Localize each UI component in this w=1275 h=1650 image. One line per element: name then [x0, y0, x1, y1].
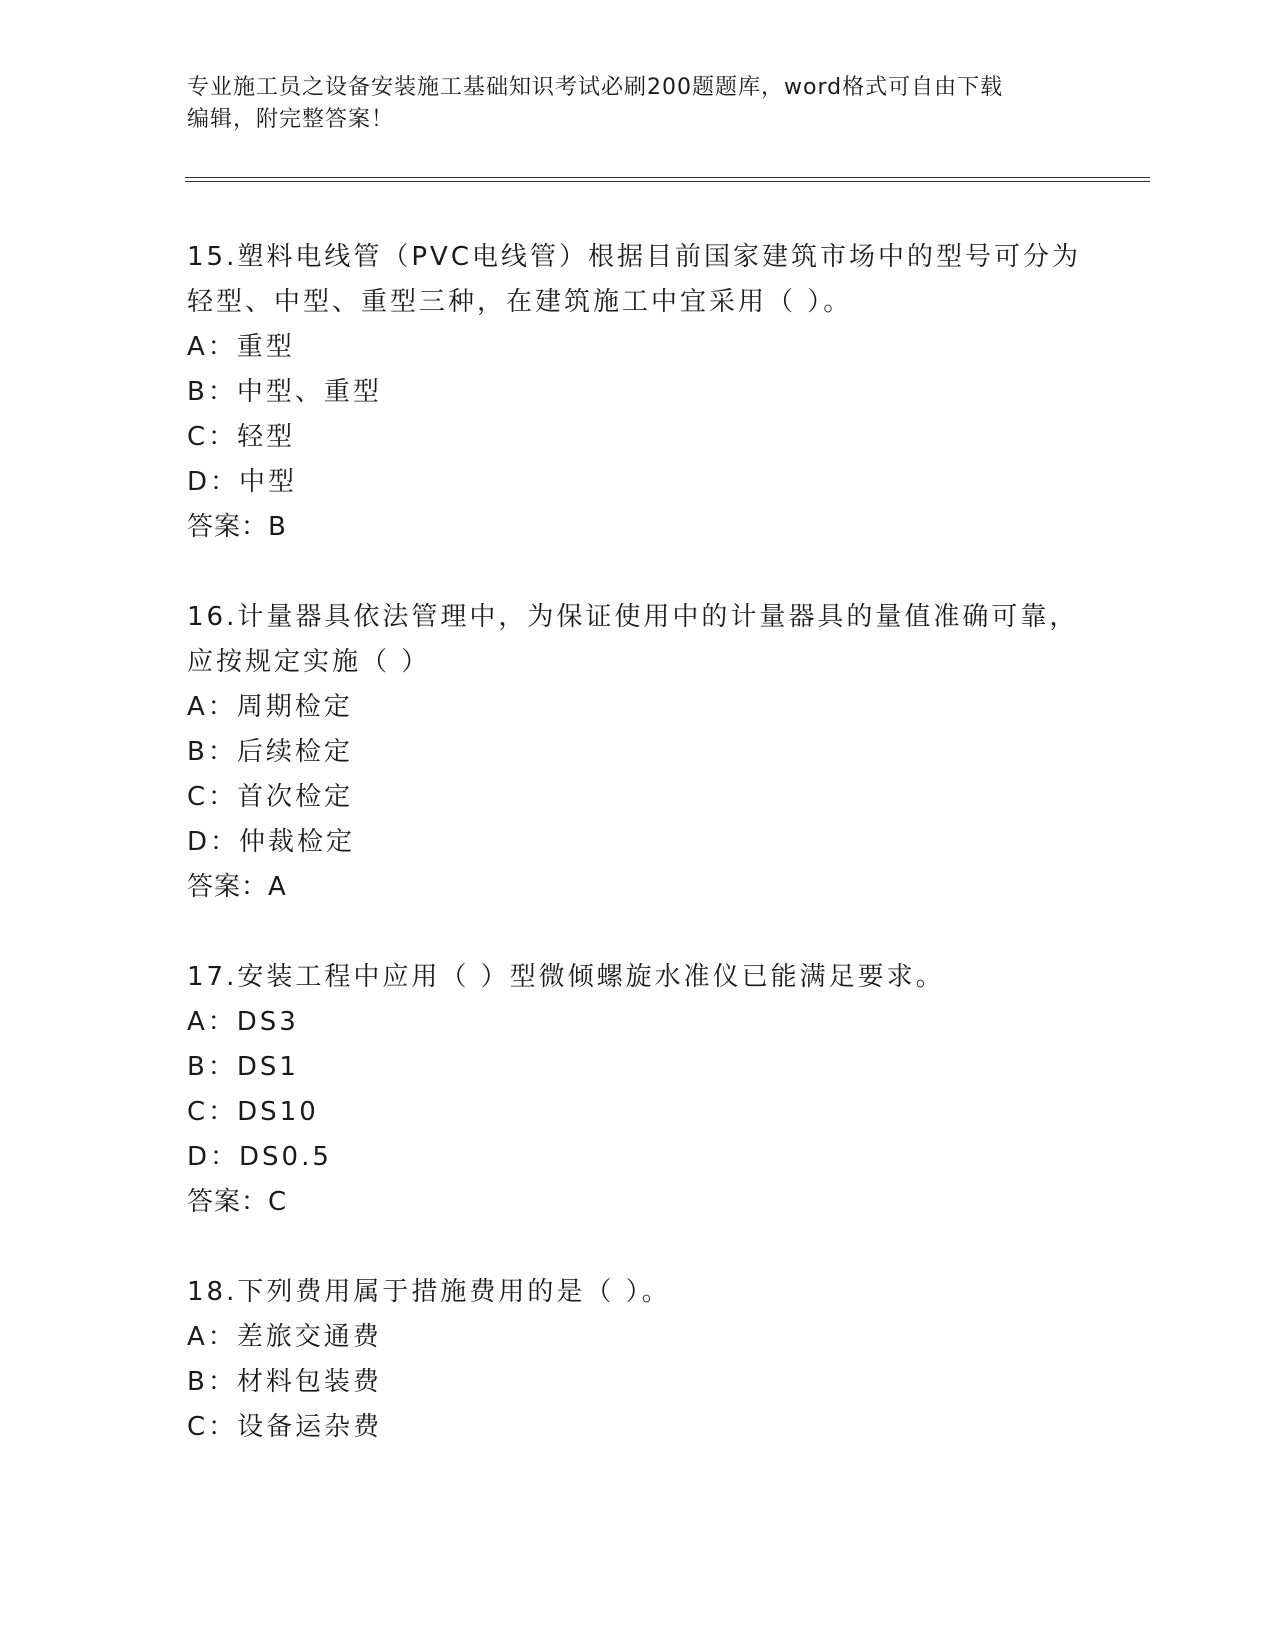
- option-a: A：周期检定: [187, 692, 353, 722]
- question-16: [187, 595, 1087, 910]
- page-header: [187, 72, 1067, 136]
- question-stem-continued: 应按规定实施（ ）: [187, 647, 431, 677]
- question-stem: 17.安装工程中应用（ ）型微倾螺旋水准仪已能满足要求。: [187, 962, 945, 992]
- question-stem: 15.塑料电线管（PVC电线管）根据目前国家建筑市场中的型号可分为: [187, 242, 1081, 272]
- answer: 答案：A: [187, 872, 287, 902]
- option-d: D：仲裁检定: [187, 827, 356, 857]
- option-b: B：后续检定: [187, 737, 353, 767]
- option-d: D：中型: [187, 467, 298, 497]
- answer: 答案：C: [187, 1187, 288, 1217]
- option-c: C：首次检定: [187, 782, 354, 812]
- option-b: B：DS1: [187, 1052, 299, 1082]
- question-15: [187, 235, 1087, 550]
- question-list: [187, 235, 1087, 1495]
- option-c: C：轻型: [187, 422, 296, 452]
- header-title-line-1: 专业施工员之设备安装施工基础知识考试必刷200题题库，word格式可自由下载: [187, 75, 1004, 100]
- header-divider: [185, 177, 1150, 182]
- question-stem: 16.计量器具依法管理中，为保证使用中的计量器具的量值准确可靠，: [187, 602, 1079, 632]
- option-a: A：重型: [187, 332, 295, 362]
- option-b: B：中型、重型: [187, 377, 382, 407]
- option-b: B：材料包装费: [187, 1367, 382, 1397]
- question-stem-continued: 轻型、中型、重型三种，在建筑施工中宜采用（ ）。: [187, 287, 853, 317]
- option-a: A：差旅交通费: [187, 1322, 382, 1352]
- option-c: C：设备运杂费: [187, 1412, 383, 1442]
- option-d: D：DS0.5: [187, 1142, 332, 1172]
- question-18: [187, 1270, 1087, 1450]
- header-title-line-2: 编辑，附完整答案！: [187, 107, 395, 132]
- question-17: [187, 955, 1087, 1225]
- question-stem: 18.下列费用属于措施费用的是（ ）。: [187, 1277, 671, 1307]
- option-a: A：DS3: [187, 1007, 299, 1037]
- answer: 答案：B: [187, 512, 287, 542]
- option-c: C：DS10: [187, 1097, 319, 1127]
